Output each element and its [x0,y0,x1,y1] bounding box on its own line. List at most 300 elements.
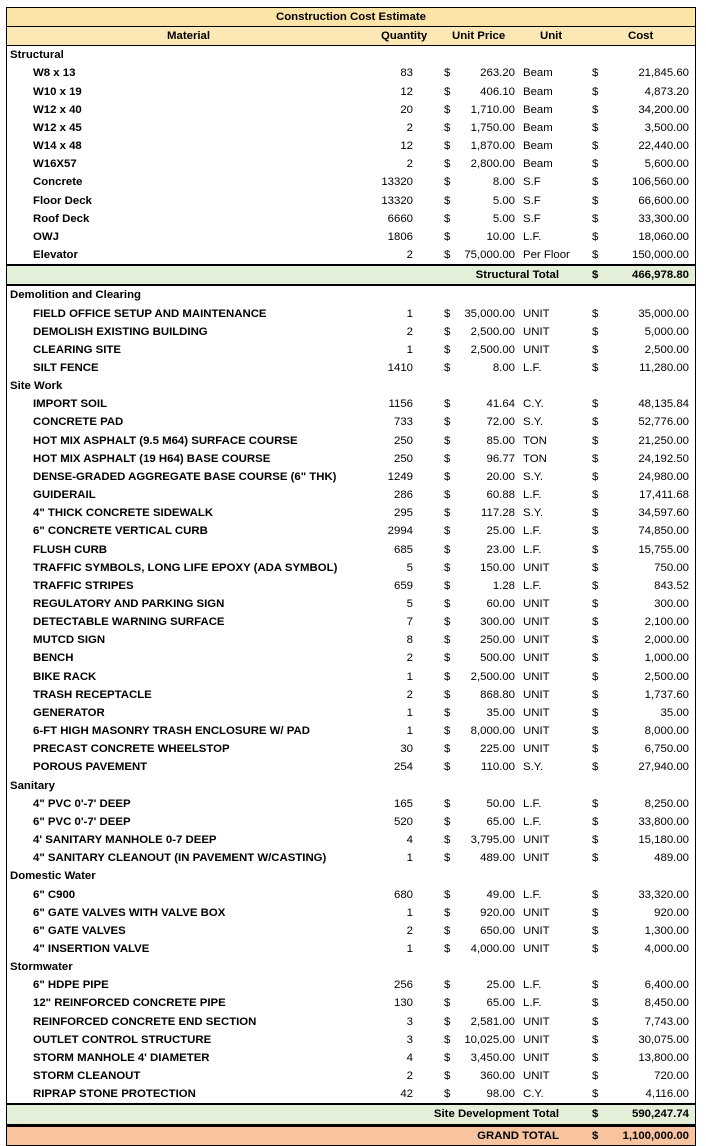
unit-cell: UNIT [523,1051,550,1064]
section-total-label: Structural Total [475,269,559,282]
table-row [7,740,695,758]
table-row [7,137,695,155]
currency-symbol: $ [592,852,599,865]
table-row [7,246,695,264]
cost-cell: 106,560.00 [631,176,689,189]
table-row [7,649,695,667]
unit-price-cell: 2,581.00 [470,1015,515,1028]
table-row [7,155,695,173]
cost-cell: 18,060.00 [638,230,689,243]
material-cell: BIKE RACK [33,670,97,683]
section-header-row [7,777,695,795]
table-row [7,849,695,867]
unit-price-cell: 75,000.00 [464,249,515,262]
cost-cell: 6,750.00 [644,743,689,756]
cost-cell: 15,180.00 [638,834,689,847]
currency-symbol: $ [444,230,451,243]
currency-symbol: $ [444,158,451,171]
unit-price-cell: 2,800.00 [470,158,515,171]
unit-price-cell: 250.00 [480,634,515,647]
unit-price-cell: 1,870.00 [470,140,515,153]
cost-cell: 30,075.00 [638,1033,689,1046]
currency-symbol: $ [592,1070,599,1083]
material-cell: DEMOLISH EXISTING BUILDING [33,325,208,338]
currency-symbol: $ [444,652,451,665]
quantity-cell: 2 [406,1070,413,1083]
quantity-cell: 4 [406,834,413,847]
currency-symbol: $ [444,725,451,738]
unit-cell: L.F. [523,489,542,502]
cost-cell: 33,320.00 [638,888,689,901]
unit-price-cell: 3,450.00 [470,1051,515,1064]
currency-symbol: $ [592,158,599,171]
quantity-cell: 5 [406,598,413,610]
currency-symbol: $ [444,906,451,919]
currency-symbol: $ [444,176,451,189]
section-name: Stormwater [10,961,73,974]
unit-cell: L.F. [523,361,542,374]
currency-symbol: $ [592,670,599,683]
currency-symbol: $ [444,307,451,320]
table-row [7,413,695,431]
header-row [7,27,695,46]
quantity-cell: 5 [406,561,413,574]
unit-cell: C.Y. [523,398,544,411]
section-name: Demolition and Clearing [10,289,142,302]
unit-price-cell: 225.00 [480,743,515,756]
table-row [7,686,695,704]
currency-symbol: $ [592,815,599,828]
unit-cell: UNIT [523,706,550,719]
unit-price-cell: 1,750.00 [470,121,515,134]
table-row [7,577,695,595]
unit-cell: Beam [523,67,553,80]
quantity-cell: 13320 [381,194,413,207]
unit-cell: L.F. [523,543,542,556]
unit-price-cell: 49.00 [486,888,515,901]
table-row [7,119,695,137]
quantity-cell: 1 [406,906,413,919]
currency-symbol: $ [444,121,451,134]
unit-cell: UNIT [523,670,550,683]
material-cell: TRAFFIC STRIPES [33,579,134,592]
unit-price-cell: 5.00 [492,212,515,225]
cost-cell: 48,135.84 [638,398,689,411]
quantity-cell: 7 [406,616,413,629]
currency-symbol: $ [592,924,599,937]
unit-price-cell: 300.00 [480,616,515,629]
cost-cell: 34,597.60 [638,507,689,520]
cost-cell: 8,250.00 [644,797,689,810]
grand-total-label: GRAND TOTAL [477,1129,559,1142]
cost-cell: 11,280.00 [639,361,689,374]
currency-symbol: $ [444,815,451,828]
unit-price-cell: 8.00 [492,176,515,189]
currency-symbol: $ [592,725,599,738]
material-cell: Elevator [33,249,78,262]
quantity-cell: 1 [406,343,413,356]
currency-symbol: $ [592,525,599,538]
section-total-value: 590,247.74 [631,1108,689,1121]
quantity-cell: 1 [406,307,413,320]
quantity-cell: 2994 [387,525,413,538]
currency-symbol: $ [592,616,599,629]
quantity-cell: 6660 [387,212,413,225]
quantity-cell: 20 [400,103,413,116]
unit-cell: S.Y. [523,470,544,483]
unit-cell: L.F. [523,797,542,810]
unit-price-cell: 4,000.00 [470,942,515,955]
unit-price-cell: 41.64 [486,398,515,411]
quantity-cell: 130 [393,997,413,1010]
material-cell: Roof Deck [33,212,90,225]
table-row [7,559,695,577]
currency-symbol: $ [592,269,599,282]
unit-price-cell: 23.00 [486,543,515,556]
material-cell: 6" HDPE PIPE [33,979,109,992]
quantity-cell: 295 [393,507,413,520]
table-row [7,722,695,740]
currency-symbol: $ [592,361,599,374]
table-row [7,210,695,228]
currency-symbol: $ [592,489,599,502]
currency-symbol: $ [592,888,599,901]
unit-price-cell: 35.00 [486,706,515,719]
section-total-row [7,1103,695,1125]
quantity-cell: 659 [393,579,413,592]
currency-symbol: $ [444,470,451,483]
currency-symbol: $ [444,743,451,756]
unit-price-cell: 98.00 [486,1088,515,1101]
cost-cell: 21,250.00 [638,434,689,447]
cost-cell: 35.00 [660,706,689,719]
material-cell: REINFORCED CONCRETE END SECTION [33,1015,257,1028]
unit-cell: TON [523,452,547,465]
table-body [7,46,695,1125]
material-cell: Concrete [33,176,83,189]
currency-symbol: $ [592,140,599,153]
quantity-cell: 250 [393,434,413,447]
unit-cell: L.F. [523,815,542,828]
currency-symbol: $ [444,852,451,865]
currency-symbol: $ [592,652,599,665]
currency-symbol: $ [444,434,451,447]
cost-cell: 2,000.00 [644,634,689,647]
currency-symbol: $ [592,398,599,411]
unit-cell: L.F. [523,888,542,901]
currency-symbol: $ [444,706,451,719]
material-cell: REGULATORY AND PARKING SIGN [33,598,225,610]
unit-cell: UNIT [523,852,550,865]
quantity-cell: 1806 [387,230,413,243]
cost-cell: 489.00 [654,852,689,865]
quantity-cell: 2 [406,249,413,262]
cost-cell: 4,873.20 [644,85,689,98]
currency-symbol: $ [592,325,599,338]
table-row [7,1067,695,1085]
currency-symbol: $ [444,1070,451,1083]
unit-cell: Beam [523,103,553,116]
currency-symbol: $ [444,212,451,225]
currency-symbol: $ [592,434,599,447]
currency-symbol: $ [444,561,451,574]
currency-symbol: $ [444,249,451,262]
section-header-row [7,46,695,64]
currency-symbol: $ [444,525,451,538]
cost-cell: 33,300.00 [638,212,689,225]
currency-symbol: $ [444,398,451,411]
unit-cell: UNIT [523,1070,550,1083]
material-cell: W10 x 19 [33,85,82,98]
unit-cell: Beam [523,121,553,134]
section-name: Domestic Water [10,870,96,883]
cost-cell: 920.00 [654,906,689,919]
unit-cell: UNIT [523,343,550,356]
cost-cell: 15,755.00 [638,543,689,556]
quantity-cell: 2 [406,688,413,701]
grand-total-value: 1,100,000.00 [622,1129,689,1142]
table-row [7,613,695,631]
header-unit-price: Unit Price [452,30,506,43]
material-cell: DETECTABLE WARNING SURFACE [33,616,225,629]
currency-symbol: $ [592,561,599,574]
cost-cell: 24,980.00 [638,470,689,483]
section-total-label: Site Development Total [433,1108,559,1121]
currency-symbol: $ [444,942,451,955]
unit-cell: UNIT [523,1033,550,1046]
unit-cell: UNIT [523,598,550,610]
unit-cell: UNIT [523,307,550,320]
quantity-cell: 165 [393,797,413,810]
unit-price-cell: 406.10 [480,85,515,98]
cost-cell: 4,000.00 [644,942,689,955]
table-row [7,192,695,210]
currency-symbol: $ [592,1129,599,1142]
material-cell: W14 x 48 [33,140,82,153]
table-row [7,940,695,958]
material-cell: 4" INSERTION VALVE [33,942,150,955]
quantity-cell: 12 [400,140,413,153]
table-row [7,831,695,849]
cost-cell: 8,000.00 [644,725,689,738]
cost-cell: 2,500.00 [644,670,689,683]
currency-symbol: $ [592,1015,599,1028]
unit-price-cell: 50.00 [486,797,515,810]
currency-symbol: $ [444,888,451,901]
unit-price-cell: 65.00 [486,815,515,828]
cost-cell: 17,411.68 [639,489,689,502]
unit-cell: S.F [523,194,541,207]
quantity-cell: 1 [406,706,413,719]
cost-cell: 2,500.00 [644,343,689,356]
currency-symbol: $ [592,761,599,774]
quantity-cell: 13320 [381,176,413,189]
material-cell: 6" GATE VALVES WITH VALVE BOX [33,906,226,919]
material-cell: 6" PVC 0'-7' DEEP [33,815,131,828]
unit-price-cell: 868.80 [480,688,515,701]
quantity-cell: 250 [393,452,413,465]
currency-symbol: $ [444,507,451,520]
table-row [7,450,695,468]
quantity-cell: 2 [406,325,413,338]
currency-symbol: $ [592,212,599,225]
material-cell: 12" REINFORCED CONCRETE PIPE [33,997,226,1010]
currency-symbol: $ [444,140,451,153]
unit-price-cell: 500.00 [480,652,515,665]
material-cell: OUTLET CONTROL STRUCTURE [33,1033,212,1046]
material-cell: FIELD OFFICE SETUP AND MAINTENANCE [33,307,267,320]
unit-price-cell: 35,000.00 [464,307,515,320]
cost-cell: 21,845.60 [638,67,689,80]
material-cell: 6" C900 [33,888,76,901]
table-row [7,1031,695,1049]
currency-symbol: $ [592,743,599,756]
quantity-cell: 254 [393,761,413,774]
cost-cell: 150,000.00 [631,249,689,262]
unit-cell: Beam [523,140,553,153]
table-row [7,922,695,940]
unit-cell: UNIT [523,906,550,919]
unit-price-cell: 920.00 [480,906,515,919]
cost-cell: 34,200.00 [638,103,689,116]
currency-symbol: $ [592,103,599,116]
table-row [7,904,695,922]
cost-cell: 5,000.00 [644,325,689,338]
currency-symbol: $ [592,979,599,992]
material-cell: POROUS PAVEMENT [33,761,148,774]
currency-symbol: $ [592,1108,599,1121]
currency-symbol: $ [592,688,599,701]
cost-cell: 720.00 [654,1070,689,1083]
currency-symbol: $ [444,924,451,937]
table-row [7,432,695,450]
cost-cell: 66,600.00 [638,194,689,207]
currency-symbol: $ [592,906,599,919]
cost-cell: 8,450.00 [644,997,689,1010]
currency-symbol: $ [444,616,451,629]
quantity-cell: 2 [406,158,413,171]
cost-cell: 1,300.00 [644,924,689,937]
unit-price-cell: 60.88 [486,489,515,502]
unit-cell: Per Floor [523,249,570,262]
currency-symbol: $ [444,834,451,847]
currency-symbol: $ [592,470,599,483]
table-row [7,1013,695,1031]
table-row [7,173,695,191]
currency-symbol: $ [592,1033,599,1046]
currency-symbol: $ [444,343,451,356]
currency-symbol: $ [444,67,451,80]
unit-price-cell: 25.00 [486,525,515,538]
currency-symbol: $ [444,103,451,116]
material-cell: IMPORT SOIL [33,398,108,411]
quantity-cell: 1156 [388,398,413,411]
quantity-cell: 42 [400,1088,413,1101]
table-title [7,8,695,27]
currency-symbol: $ [444,194,451,207]
quantity-cell: 1410 [387,361,413,374]
unit-cell: C.Y. [523,1088,544,1101]
material-cell: 4' SANITARY MANHOLE 0-7 DEEP [33,834,217,847]
table-row [7,323,695,341]
material-cell: 4" SANITARY CLEANOUT (IN PAVEMENT W/CASTING) [33,852,327,865]
material-cell: MUTCD SIGN [33,634,106,647]
unit-cell: UNIT [523,561,550,574]
currency-symbol: $ [444,634,451,647]
material-cell: 6-FT HIGH MASONRY TRASH ENCLOSURE W/ PAD [33,725,310,738]
unit-cell: S.F [523,176,541,189]
cost-cell: 5,600.00 [644,158,689,171]
cost-cell: 1,737.60 [644,688,689,701]
currency-symbol: $ [444,598,451,610]
unit-price-cell: 2,500.00 [470,325,515,338]
unit-price-cell: 72.00 [486,416,515,429]
unit-cell: UNIT [523,634,550,647]
currency-symbol: $ [592,543,599,556]
unit-price-cell: 8.00 [492,361,515,374]
section-header-row [7,958,695,976]
cost-cell: 1,000.00 [644,652,689,665]
table-row [7,631,695,649]
table-row [7,1049,695,1067]
cost-cell: 13,800.00 [638,1051,689,1064]
currency-symbol: $ [444,1033,451,1046]
currency-symbol: $ [592,507,599,520]
material-cell: 6" CONCRETE VERTICAL CURB [33,525,208,538]
grand-total-row [7,1126,695,1145]
unit-price-cell: 85.00 [486,434,515,447]
material-cell: GENERATOR [33,706,105,719]
quantity-cell: 1 [406,670,413,683]
currency-symbol: $ [444,1015,451,1028]
section-total-row [7,264,695,286]
currency-symbol: $ [444,325,451,338]
unit-price-cell: 8,000.00 [470,725,515,738]
cost-cell: 4,116.00 [645,1088,689,1101]
unit-cell: S.Y. [523,416,544,429]
currency-symbol: $ [592,598,599,610]
table-row [7,541,695,559]
unit-price-cell: 2,500.00 [470,670,515,683]
currency-symbol: $ [592,85,599,98]
table-row [7,704,695,722]
material-cell: 4" PVC 0'-7' DEEP [33,797,131,810]
quantity-cell: 733 [393,416,413,429]
unit-cell: UNIT [523,688,550,701]
unit-price-cell: 110.00 [481,761,515,774]
unit-cell: UNIT [523,942,550,955]
currency-symbol: $ [444,979,451,992]
material-cell: CLEARING SITE [33,343,121,356]
material-cell: STORM CLEANOUT [33,1070,141,1083]
unit-price-cell: 10.00 [486,230,515,243]
material-cell: TRAFFIC SYMBOLS, LONG LIFE EPOXY (ADA SYMBOL) [33,561,338,574]
quantity-cell: 30 [400,743,413,756]
quantity-cell: 1 [406,942,413,955]
material-cell: TRASH RECEPTACLE [33,688,152,701]
unit-cell: S.F [523,212,541,225]
unit-price-cell: 117.28 [481,507,515,520]
material-cell: FLUSH CURB [33,543,108,556]
material-cell: W12 x 45 [33,121,82,134]
quantity-cell: 2 [406,924,413,937]
currency-symbol: $ [592,1051,599,1064]
cost-cell: 7,743.00 [644,1015,689,1028]
unit-cell: UNIT [523,743,550,756]
unit-price-cell: 360.00 [480,1070,515,1083]
section-header-row [7,867,695,885]
cost-cell: 33,800.00 [638,815,689,828]
